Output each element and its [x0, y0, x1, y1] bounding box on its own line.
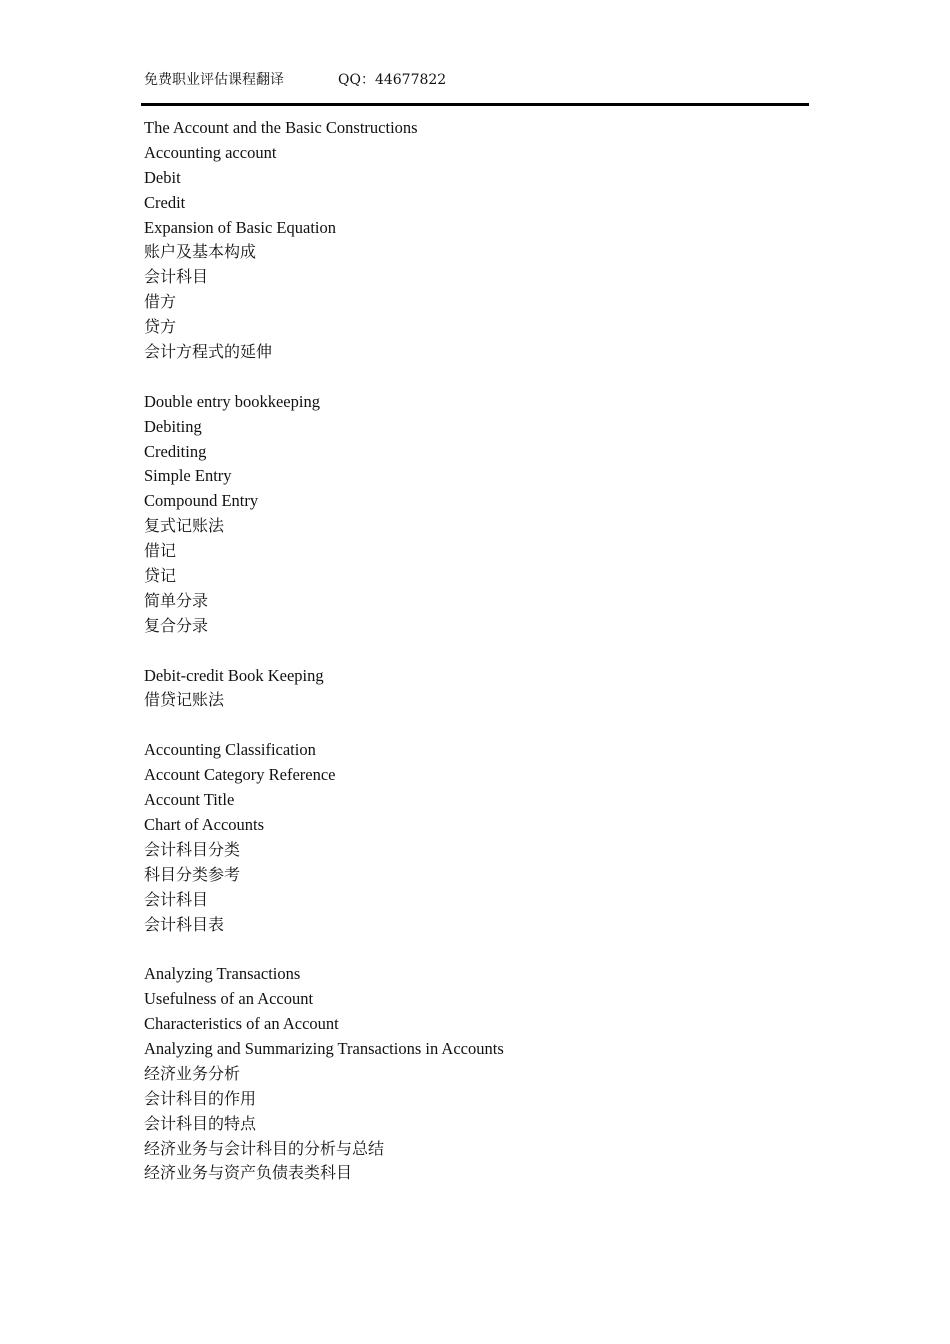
english-term: Credit — [144, 192, 186, 212]
chinese-term: 经济业务与资产负债表类科目 — [144, 1163, 353, 1183]
chinese-term: 借贷记账法 — [144, 690, 225, 710]
chinese-term: 会计科目的特点 — [144, 1113, 257, 1133]
english-term: Double entry bookkeeping — [144, 391, 320, 411]
header-title: 免费职业评估课程翻译 — [144, 72, 284, 88]
english-term: Characteristics of an Account — [144, 1014, 339, 1034]
english-term: Accounting Classification — [144, 740, 316, 760]
chinese-term: 借记 — [144, 541, 177, 561]
english-term: Account Category Reference — [144, 765, 336, 785]
chinese-term: 复合分录 — [144, 615, 209, 635]
chinese-term: 贷记 — [144, 566, 177, 586]
glossary-section — [144, 390, 824, 639]
chinese-term: 借方 — [144, 292, 177, 312]
chinese-term: 会计方程式的延伸 — [144, 342, 273, 362]
header-divider — [141, 103, 809, 106]
section-gap — [144, 713, 824, 738]
section-gap — [144, 365, 824, 390]
english-term: Expansion of Basic Equation — [144, 217, 337, 237]
glossary-section — [144, 962, 824, 1186]
header-qq-contact: QQ：44677822 — [338, 72, 447, 88]
glossary-section — [144, 116, 824, 365]
section-gap — [144, 639, 824, 664]
page-header — [144, 70, 447, 90]
english-term: Accounting account — [144, 142, 277, 162]
chinese-term: 经济业务分析 — [144, 1063, 241, 1083]
chinese-term: 简单分录 — [144, 590, 209, 610]
chinese-term: 会计科目分类 — [144, 839, 241, 859]
english-term: Chart of Accounts — [144, 814, 265, 834]
chinese-term: 贷方 — [144, 317, 177, 337]
english-term: Debit-credit Book Keeping — [144, 665, 324, 685]
english-term: Debiting — [144, 416, 202, 436]
chinese-term: 账户及基本构成 — [144, 242, 257, 262]
glossary-section — [144, 664, 824, 714]
english-term: Simple Entry — [144, 466, 232, 486]
chinese-term: 会计科目 — [144, 267, 209, 287]
english-term: The Account and the Basic Constructions — [144, 118, 418, 137]
english-term: Usefulness of an Account — [144, 989, 314, 1009]
section-gap — [144, 937, 824, 962]
chinese-term: 会计科目 — [144, 889, 209, 909]
english-term: Crediting — [144, 441, 207, 461]
glossary-section — [144, 738, 824, 937]
chinese-term: 经济业务与会计科目的分析与总结 — [144, 1138, 385, 1158]
english-term: Account Title — [144, 790, 235, 810]
chinese-term: 会计科目表 — [144, 914, 225, 934]
chinese-term: 复式记账法 — [144, 516, 225, 536]
chinese-term: 会计科目的作用 — [144, 1088, 257, 1108]
english-term: Analyzing Transactions — [144, 964, 301, 984]
english-term: Analyzing and Summarizing Transactions in Accounts — [144, 1038, 504, 1058]
chinese-term: 科目分类参考 — [144, 864, 241, 884]
english-term: Compound Entry — [144, 491, 259, 511]
english-term: Debit — [144, 167, 181, 187]
glossary-content — [144, 116, 824, 1186]
